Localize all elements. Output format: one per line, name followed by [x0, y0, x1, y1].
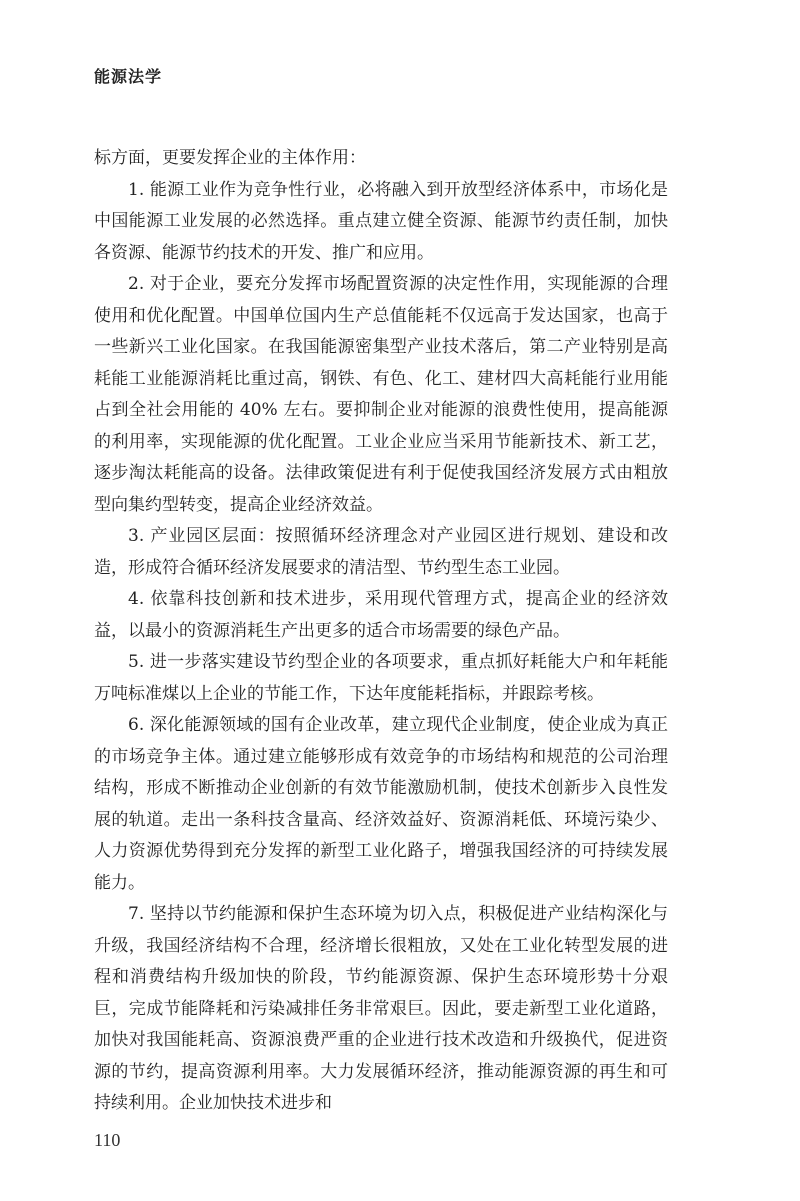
- paragraph-item-7: 7. 坚持以节约能源和保护生态环境为切入点，积极促进产业结构深化与升级，我国经济结构不合理，经济增长很粗放，又处在工业化转型发展的进程和消费结构升级加快的阶段，节约能源资源、保护生态环境形势十分艰巨，完成节能降耗和污染减排任务非常艰巨。因此，要走新型工业化道路，加快对我国能耗高、资源浪费严重的企业进行技术改造和升级换代，促进资源的节约，提高资源利用率。大力发展循环经济，推动能源资源的再生和可持续利用。企业加快技术进步和: [94, 904, 668, 1113]
- paragraph-item-1: 1. 能源工业作为竞争性行业，必将融入到开放型经济体系中，市场化是中国能源工业发展的必然选择。重点建立健全资源、能源节约责任制，加快各资源、能源节约技术的开发、推广和应用。: [94, 179, 668, 263]
- body-text: [94, 143, 668, 1120]
- page-number: 110: [94, 1130, 121, 1150]
- paragraph-continuation: 标方面，更要发挥企业的主体作用：: [94, 148, 366, 168]
- paragraph-item-5: 5. 进一步落实建设节约型企业的各项要求，重点抓好耗能大户和年耗能万吨标准煤以上企业的节能工作，下达年度能耗指标，并跟踪考核。: [94, 652, 668, 704]
- running-head-title: 能源法学: [94, 67, 163, 86]
- paragraph-item-4: 4. 依靠科技创新和技术进步，采用现代管理方式，提高企业的经济效益，以最小的资源消耗生产出更多的适合市场需要的绿色产品。: [94, 589, 668, 641]
- paragraph-item-3: 3. 产业园区层面：按照循环经济理念对产业园区进行规划、建设和改造，形成符合循环经济发展要求的清洁型、节约型生态工业园。: [94, 526, 668, 578]
- paragraph-item-2: 2. 对于企业，要充分发挥市场配置资源的决定性作用，实现能源的合理使用和优化配置。中国单位国内生产总值能耗不仅远高于发达国家，也高于一些新兴工业化国家。在我国能源密集型产业技术落后，第二产业特别是高耗能工业能源消耗比重过高，钢铁、有色、化工、建材四大高耗能行业用能占到全社会用能的 40% 左右。要抑制企业对能源的浪费性使用，提高能源的利用率，实现能源的优化配置。工业企业应当采用节能新技术、新工艺，逐步淘汰耗能高的设备。法律政策促进有利于促使我国经济发展方式由粗放型向集约型转变，提高企业经济效益。: [94, 274, 668, 515]
- paragraph-item-6: 6. 深化能源领域的国有企业改革，建立现代企业制度，使企业成为真正的市场竞争主体。通过建立能够形成有效竞争的市场结构和规范的公司治理结构，形成不断推动企业创新的有效节能激励机制，使技术创新步入良性发展的轨道。走出一条科技含量高、经济效益好、资源消耗低、环境污染少、人力资源优势得到充分发挥的新型工业化路子，增强我国经济的可持续发展能力。: [94, 715, 668, 893]
